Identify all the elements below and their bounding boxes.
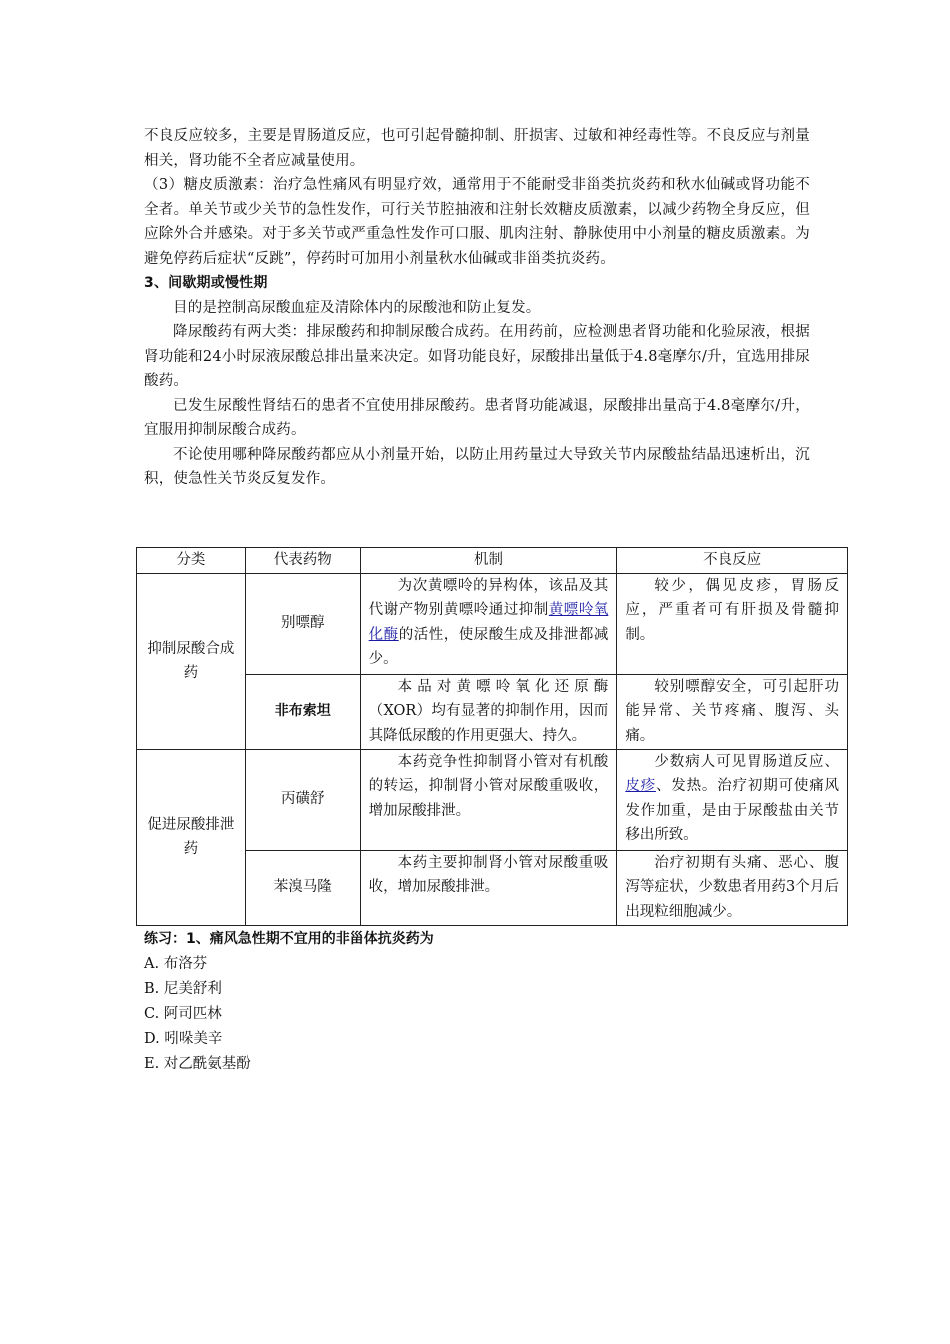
table-header-row	[137, 548, 848, 574]
mechanism-cell	[360, 749, 617, 850]
adverse-text: 较别嘌醇安全，可引起肝功能异常、关节疼痛、腹泻、头痛。	[625, 678, 839, 744]
mechanism-text: 本药主要抑制肾小管对尿酸重吸收，增加尿酸排泄。	[368, 854, 609, 895]
paragraph-dosage: 不论使用哪种降尿酸药都应从小剂量开始，以防止用药量过大导致关节内尿酸盐结晶迅速析出，沉积，使急性关节炎反复发作。	[144, 446, 810, 487]
header-drug: 代表药物	[245, 548, 360, 574]
exercise-section	[144, 927, 804, 1077]
paragraph-adverse-effects: 不良反应较多，主要是胃肠道反应，也可引起骨髓抑制、肝损害、过敏和神经毒性等。不良反应与剂量相关，肾功能不全者应减量使用。	[144, 128, 810, 169]
adverse-cell	[617, 674, 848, 749]
mechanism-text: 本药竞争性抑制肾小管对有机酸的转运，抑制肾小管对尿酸重吸收，增加尿酸排泄。	[368, 753, 609, 819]
class-cell	[137, 749, 246, 925]
mechanism-text-b: 的活性，使尿酸生成及排泄都减少。	[368, 626, 609, 667]
section-heading: 3、间歇期或慢性期	[144, 275, 268, 291]
adverse-cell	[617, 850, 848, 925]
option-a: A. 布洛芬	[144, 956, 208, 972]
class-label: 促进尿酸排泄药	[147, 816, 235, 857]
adverse-text	[625, 750, 839, 848]
adverse-cell	[617, 573, 848, 674]
header-mechanism: 机制	[360, 548, 617, 574]
header-adverse: 不良反应	[617, 548, 848, 574]
exercise-question: 练习：1、痛风急性期不宜用的非甾体抗炎药为	[144, 931, 434, 947]
paragraph-drug-classes: 降尿酸药有两大类：排尿酸药和抑制尿酸合成药。在用药前，应检测患者肾功能和化验尿液，根据肾功能和24小时尿液尿酸总排出量来决定。如肾功能良好，尿酸排出量低于4.8毫摩尔/升，宜选用排尿酸药。	[144, 324, 810, 389]
body-text	[144, 124, 810, 492]
drug-name: 苯溴马隆	[245, 850, 360, 925]
mechanism-text	[369, 574, 609, 672]
option-e: E. 对乙酰氨基酚	[144, 1056, 251, 1072]
adverse-text-a: 少数病人可见胃肠道反应、	[654, 753, 839, 770]
mechanism-text-a: 为次黄嘌呤的异构体，该品及其代谢产物别黄嘌呤通过抑制	[368, 577, 609, 618]
adverse-cell	[617, 749, 848, 850]
drug-table	[136, 547, 848, 926]
option-c: C. 阿司匹林	[144, 1006, 222, 1022]
adverse-text: 治疗初期有头痛、恶心、腹泻等症状，少数患者用药3个月后出现粒细胞减少。	[625, 854, 839, 920]
class-cell	[137, 573, 246, 749]
option-b: B. 尼美舒利	[144, 981, 222, 997]
table-row	[137, 749, 848, 850]
rash-link[interactable]: 皮疹	[625, 778, 656, 794]
header-class: 分类	[137, 548, 246, 574]
enzyme-link[interactable]: 黄嘌呤氧化酶	[368, 602, 609, 643]
drug-name: 非布索坦	[245, 674, 360, 749]
adverse-text-b: 、发热。治疗初期可使痛风发作加重，是由于尿酸盐由关节移出所致。	[625, 778, 840, 843]
paragraph-kidney-stones: 已发生尿酸性肾结石的患者不宜使用排尿酸药。患者肾功能减退，尿酸排出量高于4.8毫摩尔/升，宜服用抑制尿酸合成药。	[144, 397, 810, 438]
paragraph-glucocorticoids: （3）糖皮质激素：治疗急性痛风有明显疗效，通常用于不能耐受非甾类抗炎药和秋水仙碱或肾功能不全者。单关节或少关节的急性发作，可行关节腔抽液和注射长效糖皮质激素，以减少药物全身反应，但应除外合并感染。对于多关节或严重急性发作可口服、肌肉注射、静脉使用中小剂量的糖皮质激素。为避免停药后症状“反跳”，停药时可加用小剂量秋水仙碱或非甾类抗炎药。	[144, 177, 810, 267]
mechanism-text: 本品对黄嘌呤氧化还原酶（XOR）均有显著的抑制作用，因而其降低尿酸的作用更强大、持久。	[368, 678, 609, 744]
class-label: 抑制尿酸合成药	[147, 640, 235, 681]
table-row	[137, 573, 848, 674]
paragraph-goal: 目的是控制高尿酸血症及清除体内的尿酸池和防止复发。	[173, 299, 541, 316]
mechanism-cell	[360, 674, 617, 749]
mechanism-cell	[360, 850, 617, 925]
option-d: D. 吲哚美辛	[144, 1031, 223, 1047]
mechanism-cell	[360, 573, 617, 674]
drug-name: 丙磺舒	[245, 749, 360, 850]
adverse-text: 较少，偶见皮疹，胃肠反应，严重者可有肝损及骨髓抑制。	[625, 577, 839, 643]
drug-name: 别嘌醇	[245, 573, 360, 674]
